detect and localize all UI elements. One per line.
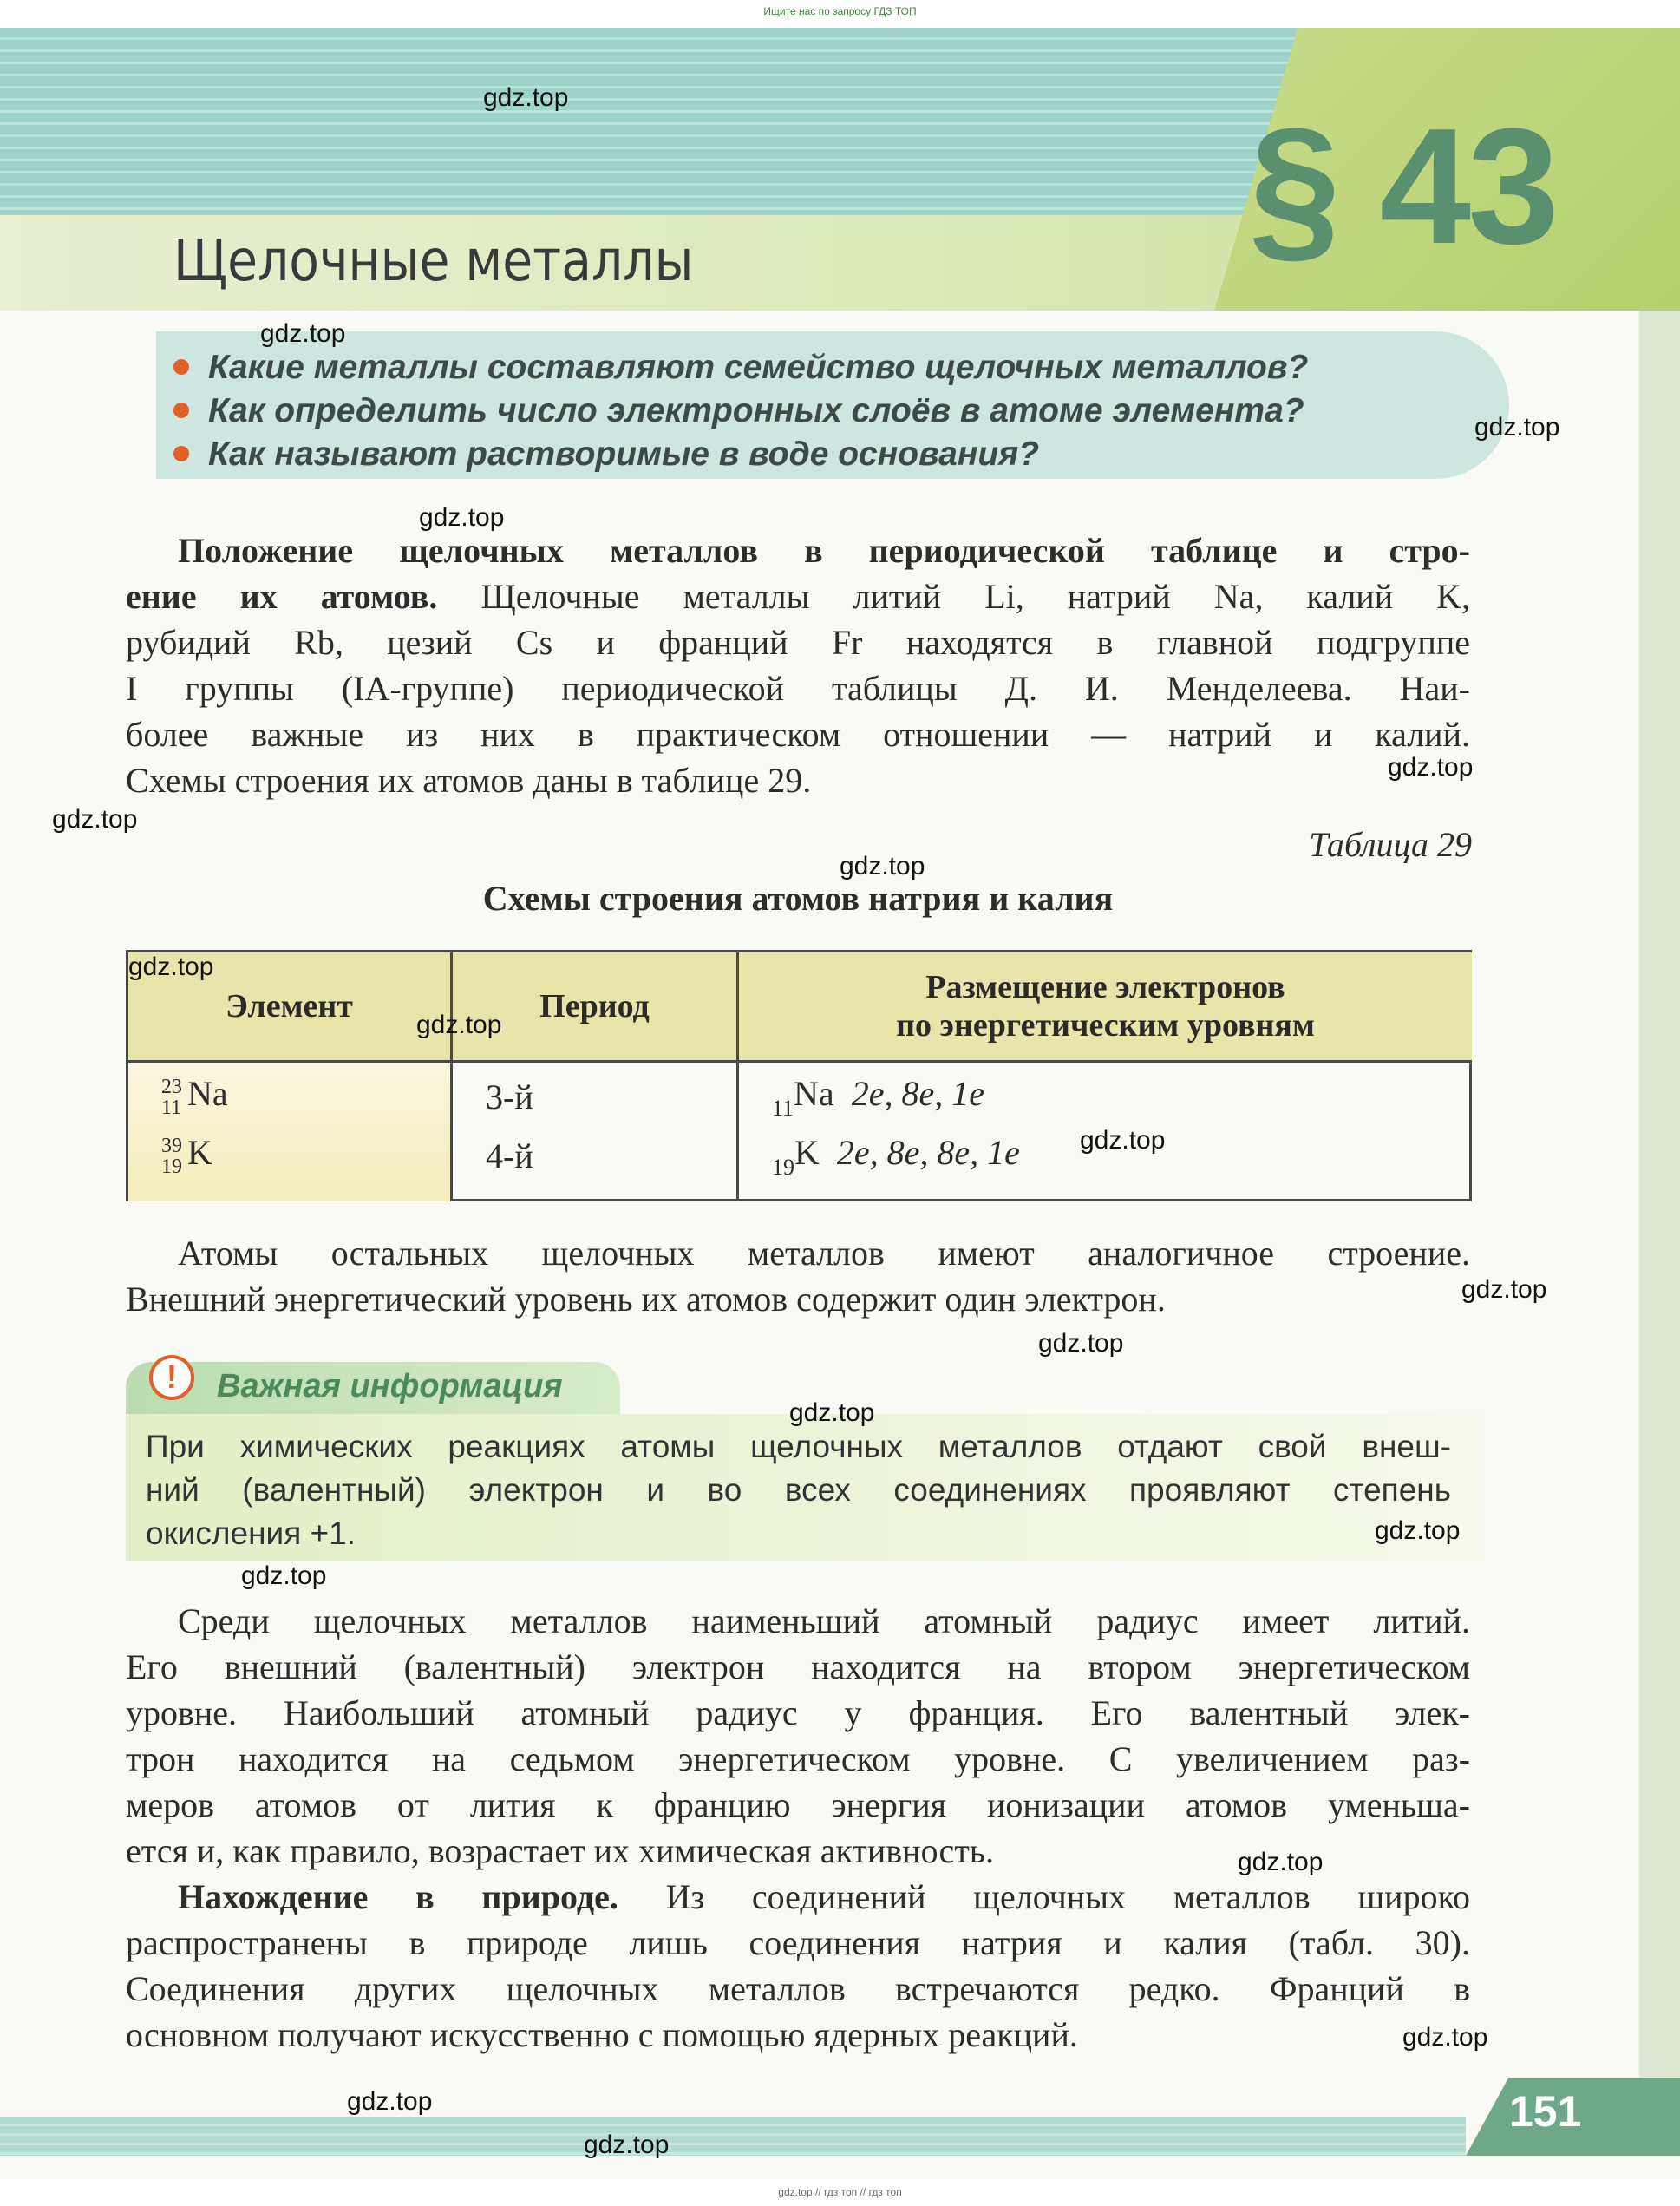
section-number: § 43	[1249, 95, 1556, 278]
question-3	[173, 435, 1039, 474]
element-column	[128, 1063, 453, 1201]
watermark: gdz.top	[1238, 1848, 1324, 1876]
para3-line5: меров атомов от лития к францию энергия ионизации атомов уменьша-	[126, 1785, 1470, 1824]
para1-line5: более важные из них в практическом отношении — натрий и калий.	[126, 715, 1470, 754]
element-na	[161, 1073, 228, 1119]
element-symbol: K	[187, 1133, 212, 1172]
watermark: gdz.top	[241, 1561, 327, 1590]
config-electrons: 2e, 8e, 1e	[851, 1074, 984, 1113]
watermark: gdz.top	[1474, 413, 1560, 442]
chapter-title: Щелочные металлы	[173, 227, 694, 294]
header-distribution-line2: по энергетическим уровням	[896, 1007, 1315, 1044]
para1-line4: I группы (IA-группе) периодической таблицы Д. И. Менделеева. Наи-	[126, 669, 1470, 708]
config-symbol: K	[794, 1133, 820, 1172]
question-2	[173, 392, 1304, 430]
para3-line3: уровне. Наибольший атомный радиус у франция. Его валентный элек-	[126, 1693, 1470, 1732]
para1-text: Щелочные металлы литий Li, натрий Na, калий K,	[480, 577, 1471, 616]
para2-line2: Внешний энергетический уровень их атомов содержит один электрон.	[126, 1280, 1166, 1319]
header-element: Элемент	[128, 952, 453, 1060]
table-caption: Схемы строения атомов натрия и калия	[482, 879, 1114, 918]
watermark: gdz.top	[584, 2131, 670, 2159]
watermark: gdz.top	[1388, 753, 1474, 782]
important-line2: ний (валентный) электрон и во всех соединениях проявляют степень	[146, 1472, 1451, 1508]
question-text: Какие металлы составляют семейство щелочных металлов?	[208, 349, 1309, 386]
question-1	[173, 349, 1308, 387]
exclamation-icon: !	[149, 1355, 194, 1400]
para3-line2: Его внешний (валентный) электрон находится на втором энергетическом	[126, 1647, 1470, 1686]
nuclide-na	[161, 1075, 187, 1119]
watermark: gdz.top	[260, 319, 346, 348]
config-symbol: Na	[794, 1074, 834, 1113]
page-number: 151	[1509, 2087, 1582, 2136]
config-atomic-number: 19	[772, 1155, 794, 1180]
important-line3: окисления +1.	[146, 1515, 356, 1551]
para4-line4: основном получают искусственно с помощью ядерных реакций.	[126, 2015, 1078, 2054]
config-k	[772, 1132, 1020, 1180]
period-na: 3-й	[486, 1077, 533, 1116]
watermark: gdz.top	[1461, 1275, 1547, 1304]
config-na	[772, 1073, 984, 1121]
atomic-number: 11	[161, 1096, 182, 1119]
nuclide-k	[161, 1134, 187, 1178]
para1-heading-end: ение их атомов.	[126, 577, 438, 616]
watermark: gdz.top	[840, 852, 925, 880]
para1-line1	[126, 527, 1470, 573]
watermark: gdz.top	[789, 1398, 875, 1427]
top-caption: Ищите нас по запросу ГДЗ ТОП	[763, 5, 917, 17]
bottom-caption: gdz.top // гдз топ // гдз топ	[778, 2186, 902, 2198]
config-atomic-number: 11	[772, 1096, 794, 1121]
bullet-icon	[173, 403, 189, 418]
table-number: Таблица 29	[1309, 825, 1472, 864]
element-k	[161, 1132, 212, 1178]
para1-line6: Схемы строения их атомов даны в таблице 29.	[126, 761, 812, 800]
period-column	[453, 1063, 739, 1201]
watermark: gdz.top	[1402, 2023, 1488, 2052]
watermark: gdz.top	[1038, 1329, 1124, 1358]
question-text: Как называют растворимые в воде основания?	[208, 435, 1040, 473]
mass-number: 39	[161, 1134, 182, 1157]
para3-line6: ется и, как правило, возрастает их химическая активность.	[126, 1831, 995, 1870]
watermark: gdz.top	[1375, 1516, 1461, 1545]
para4-line2: распространены в природе лишь соединения натрия и калия (табл. 30).	[126, 1923, 1470, 1962]
atom-structure-table	[126, 950, 1472, 1201]
para4-line3: Соединения других щелочных металлов встречаются редко. Франций в	[126, 1969, 1470, 2008]
para3-text: Среди щелочных металлов наименьший атомный радиус имеет литий.	[178, 1601, 1470, 1640]
period-k: 4-й	[486, 1136, 533, 1175]
footer-stripes	[0, 2117, 1466, 2156]
element-symbol: Na	[187, 1074, 228, 1113]
bullet-icon	[173, 359, 189, 375]
header-distribution	[739, 952, 1472, 1060]
para1-line2	[126, 573, 1470, 619]
mass-number: 23	[161, 1075, 182, 1098]
watermark: gdz.top	[1080, 1126, 1166, 1155]
header-period: Период	[453, 952, 739, 1060]
para1-heading: Положение щелочных металлов в периодической таблице и стро-	[178, 531, 1470, 570]
watermark: gdz.top	[52, 805, 138, 834]
config-electrons: 2e, 8e, 8e, 1e	[836, 1133, 1020, 1172]
important-label: Важная информация	[217, 1368, 563, 1404]
watermark: gdz.top	[347, 2087, 433, 2116]
header-distribution-line1: Размещение электронов	[925, 969, 1285, 1005]
para4-heading: Нахождение в природе.	[178, 1877, 618, 1916]
bullet-icon	[173, 446, 189, 461]
para2-line1	[126, 1230, 1470, 1276]
para4-text: Из соединений щелочных металлов широко	[665, 1877, 1470, 1916]
question-text: Как определить число электронных слоёв в атоме элемента?	[208, 392, 1304, 429]
watermark: gdz.top	[128, 952, 214, 981]
para3-line4: трон находится на седьмом энергетическом уровне. С увеличением раз-	[126, 1739, 1470, 1778]
para1-line3: рубидий Rb, цезий Cs и франций Fr находятся в главной подгруппе	[126, 623, 1470, 662]
right-margin-strip	[1639, 311, 1680, 2132]
important-line1: При химических реакциях атомы щелочных металлов отдают свой внеш-	[146, 1429, 1451, 1464]
para4-line1	[126, 1874, 1470, 1920]
watermark: gdz.top	[416, 1011, 502, 1039]
watermark: gdz.top	[483, 83, 569, 112]
para2-text: Атомы остальных щелочных металлов имеют аналогичное строение.	[178, 1234, 1470, 1273]
watermark: gdz.top	[419, 503, 505, 532]
para3-line1	[126, 1598, 1470, 1644]
atomic-number: 19	[161, 1155, 182, 1178]
